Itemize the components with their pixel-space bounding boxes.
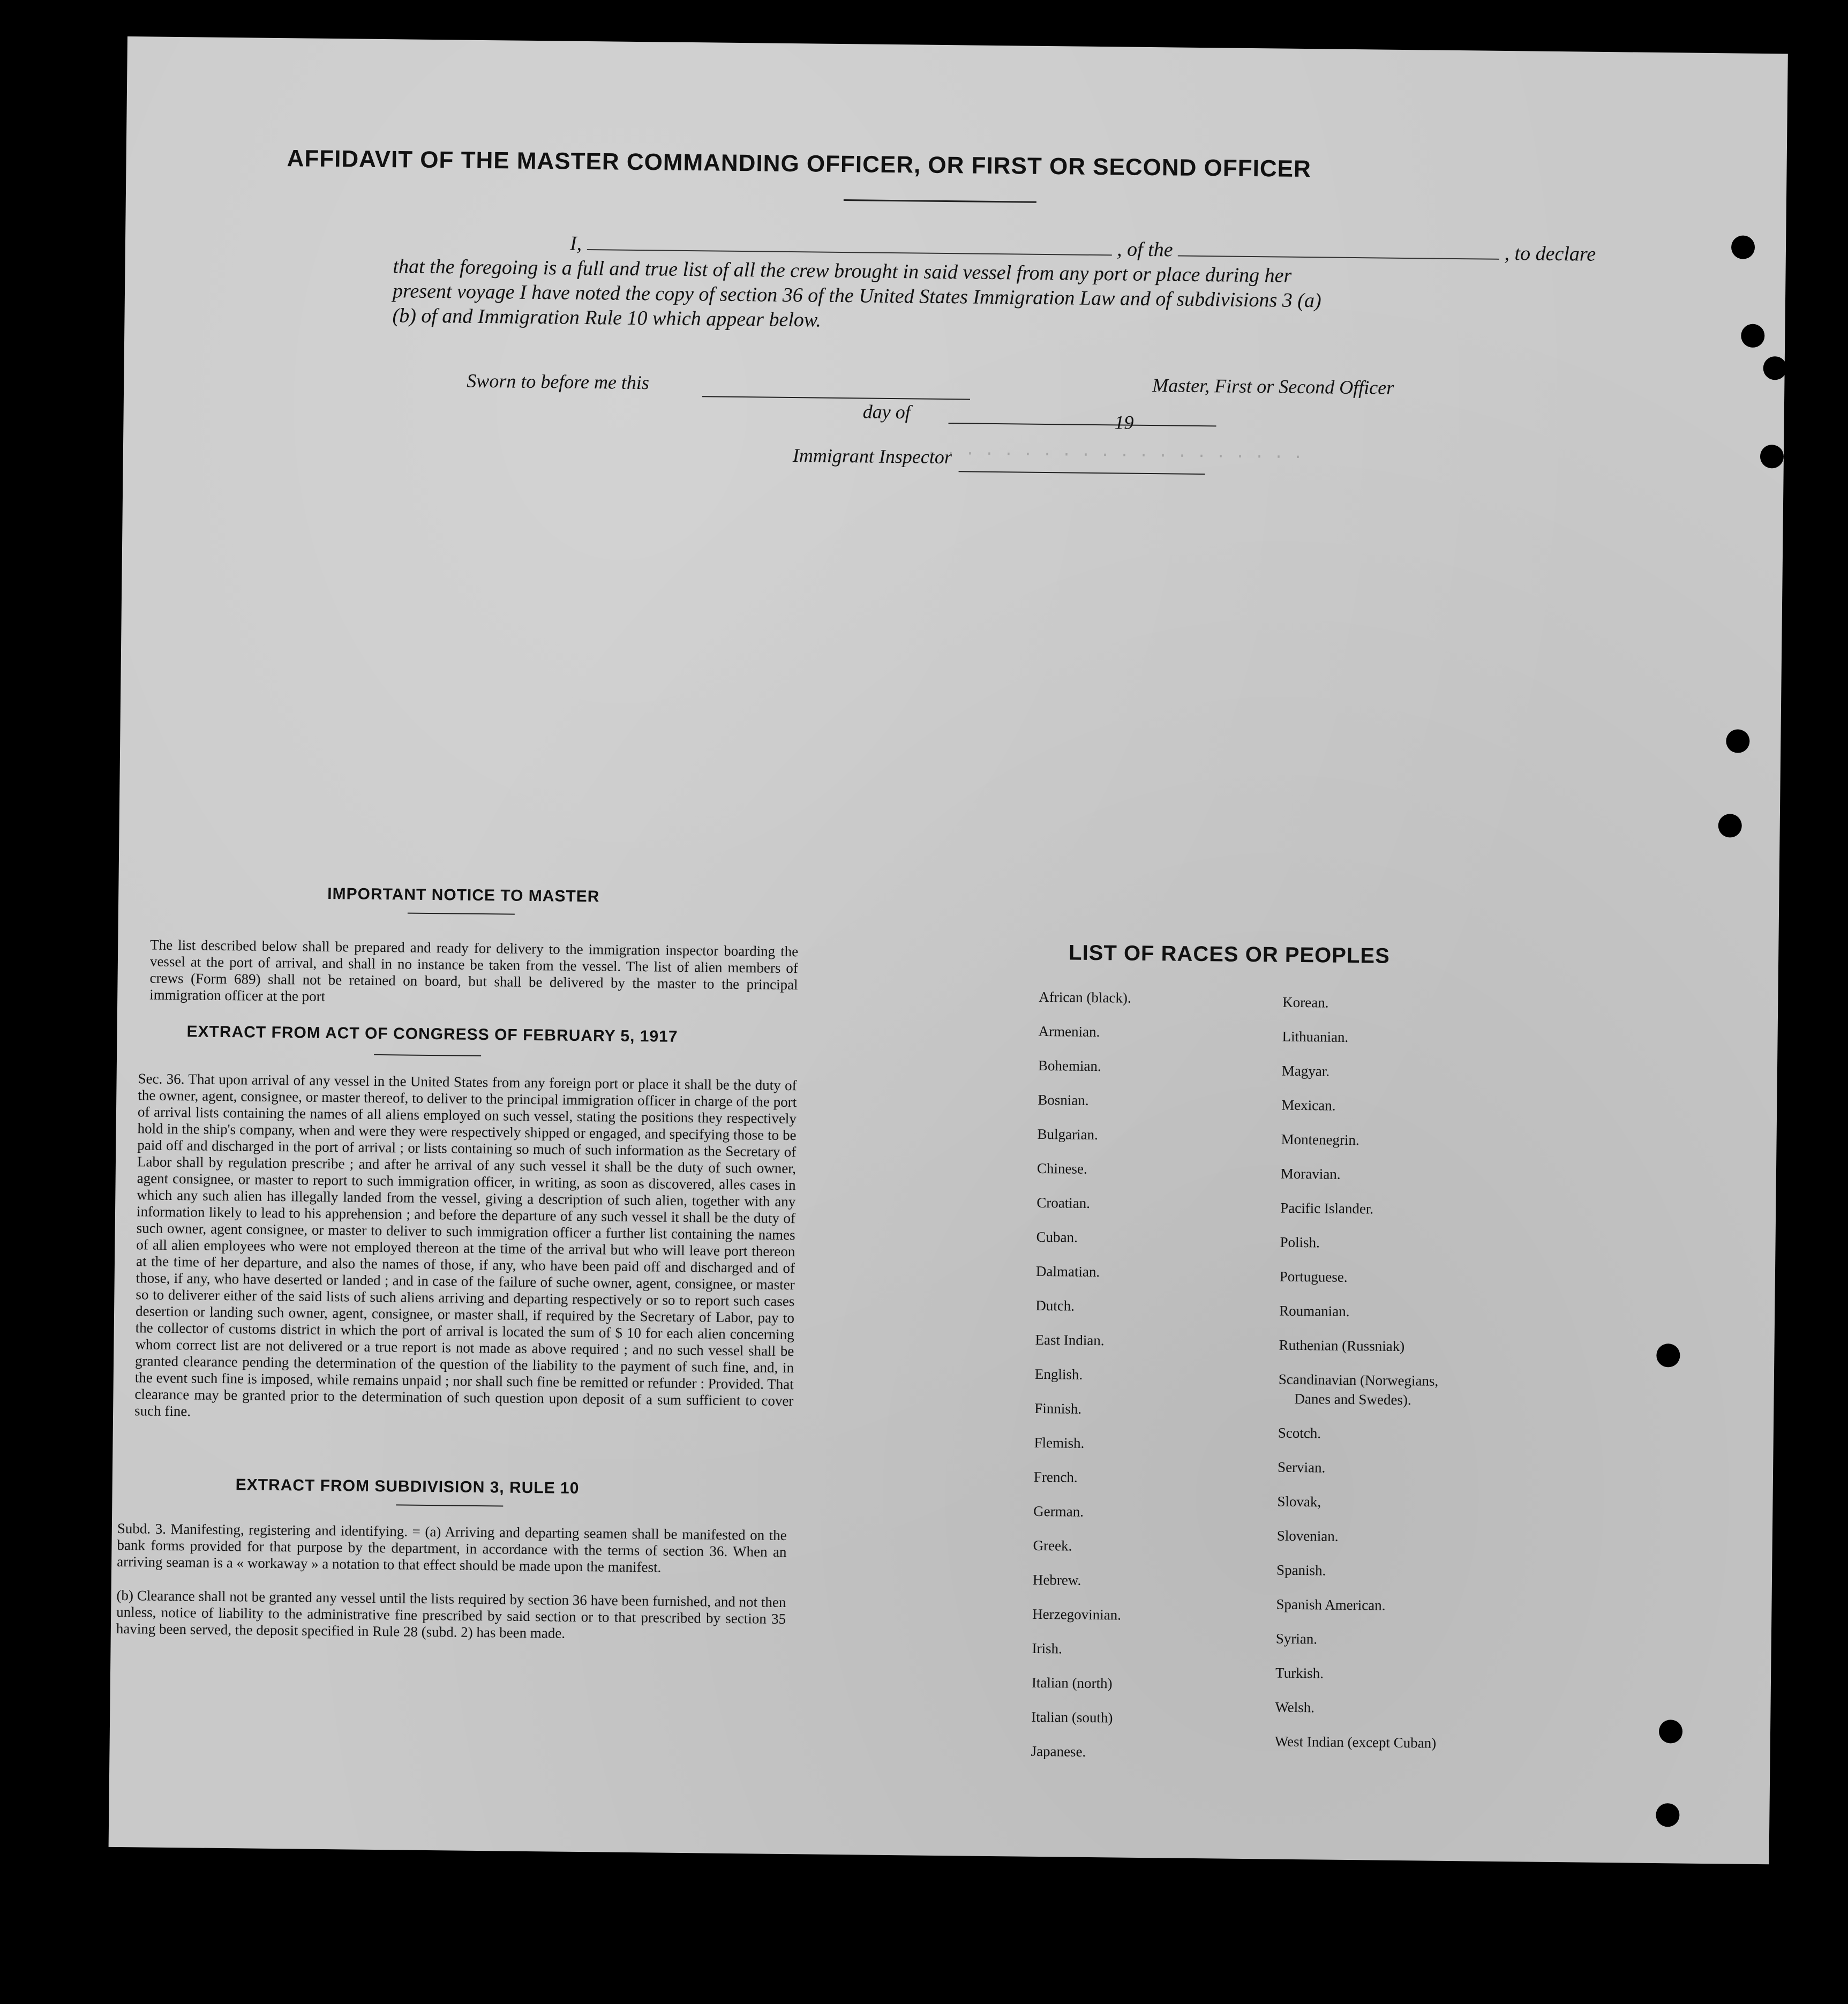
day-blank	[949, 423, 1216, 426]
race-item: Herzegovinian.	[1032, 1605, 1122, 1623]
race-item: Magyar.	[1281, 1062, 1330, 1079]
race-item: Bohemian.	[1038, 1057, 1101, 1075]
race-item: Dutch.	[1035, 1297, 1075, 1314]
master-signature-label: Master, First or Second Officer	[1152, 374, 1394, 399]
race-item: English.	[1034, 1365, 1083, 1383]
race-item: German.	[1033, 1503, 1084, 1520]
inspector-blank	[959, 471, 1205, 475]
race-item: Portuguese.	[1279, 1268, 1348, 1285]
race-item: Slovenian.	[1276, 1527, 1339, 1544]
race-item: Moravian.	[1280, 1165, 1341, 1182]
rule-heading: EXTRACT FROM SUBDIVISION 3, RULE 10	[235, 1476, 580, 1497]
race-item: Japanese.	[1031, 1743, 1086, 1760]
race-item: Scandinavian (Norwegians,	[1278, 1371, 1439, 1389]
race-item: Lithuanian.	[1282, 1028, 1349, 1045]
race-item: Bosnian.	[1038, 1091, 1089, 1108]
notice-heading: IMPORTANT NOTICE TO MASTER	[327, 884, 600, 906]
race-item: Dalmatian.	[1035, 1263, 1100, 1280]
race-item: Servian.	[1277, 1459, 1326, 1476]
race-item: Mexican.	[1281, 1097, 1336, 1114]
punch-hole	[1656, 1343, 1680, 1367]
punch-hole	[1656, 1803, 1679, 1827]
race-item: French.	[1033, 1468, 1078, 1485]
races-title: LIST OF RACES OR PEOPLES	[1068, 941, 1391, 968]
rule-body-a: Subd. 3. Manifesting, registering and identifying. = (a) Arriving and departing seamen shall be manifested on the bank forms provided for that purpose by the department, in accordance with the terms of section 36. When an arriving seaman is a « workaway » a notation to that effect should be made upon the manifest.	[117, 1520, 787, 1575]
punch-hole	[1659, 1720, 1682, 1743]
punch-hole	[1763, 356, 1786, 380]
race-item: Chinese.	[1036, 1160, 1087, 1177]
race-item: Montenegrin.	[1281, 1131, 1359, 1149]
race-item: Croatian.	[1036, 1194, 1091, 1211]
title-underline	[844, 199, 1036, 203]
punch-hole	[1760, 445, 1784, 468]
punch-hole	[1731, 235, 1755, 259]
race-item: Welsh.	[1275, 1699, 1315, 1716]
sworn-label: Sworn to before me this	[467, 370, 650, 394]
race-item: Turkish.	[1275, 1664, 1324, 1682]
punch-hole	[1726, 729, 1749, 753]
race-item: Italian (south)	[1031, 1708, 1113, 1726]
race-item: Polish.	[1280, 1234, 1320, 1251]
punch-hole	[1741, 324, 1764, 348]
race-item: Cuban.	[1036, 1228, 1078, 1245]
race-item: West Indian (except Cuban)	[1274, 1733, 1437, 1751]
race-item: Irish.	[1032, 1640, 1062, 1657]
notice-body: The list described below shall be prepared and ready for delivery to the immigration inspector boarding the vessel at the port of arrival, and shall in no instance be taken from the vessel. The list of alien members of crews (Form 689) shall not be retained on board, but shall be delivered by the master to the principal immigration officer at the port	[149, 936, 799, 1004]
race-item: Roumanian.	[1279, 1302, 1350, 1320]
rule-body-b: (b) Clearance shall not be granted any vessel until the lists required by section 36 have been furnished, and not then unless, notice of liability to the administrative fine prescribed by said section or to that prescribed by section 35 having been served, the deposit specified in Rule 28 (subd. 2) has been made.	[116, 1587, 786, 1641]
day-of-label: day of	[862, 401, 911, 423]
punch-hole	[1718, 814, 1742, 837]
race-item: Flemish.	[1034, 1434, 1085, 1451]
race-item: Bulgarian.	[1037, 1125, 1099, 1143]
affidavit-of-the: , of the	[1116, 238, 1173, 261]
bleed-through-text: . . . . . . . . . . . . . . . . . . . .	[926, 441, 1303, 464]
sworn-blank	[702, 396, 970, 400]
rule-underline	[396, 1504, 503, 1506]
race-item: Spanish American.	[1276, 1596, 1386, 1613]
race-item: Slovak,	[1277, 1493, 1321, 1510]
affidavit-line-3: present voyage I have noted the copy of section 36 of the United States Immigration Law and of subdivisions 3 (a)	[392, 280, 1321, 312]
inspector-label: Immigrant Inspector	[792, 445, 952, 468]
race-item: Greek.	[1033, 1537, 1072, 1554]
act-body: Sec. 36. That upon arrival of any vessel in the United States from any foreign port or place it shall be the duty of the owner, agent, consignee, or master thereof, to deliver to the principal immigration officer in charge of the port of arrival lists containing the names of all aliens employed on such vessel, stating the positions they respectively hold in the ship's company, when and were they were respectively shipped or engaged, and specifying those to be paid off and discharged in the port of arrival ; or lists containing so much of such information as the Secretary of Labor shall by regulation prescribe ; and after he arrival of any such vessel it shall be the duty of such owner, agent consignee, or master to report to such immigration officer, in writing, as soon as discovered, alles cases in which any such alien has illegally landed from the vessel, giving a description of such alien, together with any information likely to lead to his apprehension ; and before the departure of any such vessel it shall be the duty of such owner, agent consignee, or master to deliver to such immigration officer a further list containing the names of all alien employees who were not employed thereon at the time of the arrival but who will leave port thereon at the time of her departure, and also the names of those, if any, who have been paid off and discharged and of those, if any, who have deserted or landed ; and in case of the failure of suche owner, agent, consignee, or master so to deliverer either of the said lists of such aliens arriving and departing respectively or so to report such cases desertion or landing such owner, agent, consignee, or master shall, if required by the Secretary of Labor, pay to the collector of customs district in which the port of arrival is located the sum of $ 10 for each alien concerning whom correct list are not delivered or a true report is not made as above required ; and no such vessel shall be granted clearance pending the determination of the question of the liability to the payment of such fine, and, in the event such fine is imposed, while remains unpaid ; nor shall such fine be remitted or refunder : Provided. That clearance may be granted prior to the determination of such question upon deposit of a sum sufficient to cover such fine.	[134, 1070, 797, 1420]
race-item: Spanish.	[1276, 1562, 1326, 1579]
race-item: Finnish.	[1034, 1400, 1082, 1417]
race-item: Hebrew.	[1032, 1571, 1081, 1588]
affidavit-line-2: that the foregoing is a full and true list of all the crew brought in said vessel from any port or place during her	[393, 255, 1292, 287]
race-item: Korean.	[1282, 994, 1329, 1011]
year-label: 19	[1114, 411, 1134, 433]
act-heading: EXTRACT FROM ACT OF CONGRESS OF FEBRUARY 5, 1917	[186, 1023, 678, 1046]
affidavit-to-declare: , to declare	[1504, 242, 1596, 266]
race-item: Italian (north)	[1031, 1674, 1113, 1692]
document-page	[109, 36, 1788, 1864]
race-item: Pacific Islander.	[1280, 1199, 1374, 1217]
affidavit-i: I,	[569, 232, 582, 255]
act-underline	[374, 1054, 481, 1056]
race-item: Danes and Swedes).	[1294, 1390, 1411, 1408]
race-item: Ruthenian (Russniak)	[1279, 1337, 1405, 1355]
race-item: East Indian.	[1035, 1331, 1105, 1349]
affidavit-line-4: (b) of and Immigration Rule 10 which appear below.	[392, 304, 822, 332]
race-item: Scotch.	[1278, 1424, 1321, 1442]
notice-underline	[408, 913, 515, 915]
race-item: Armenian.	[1038, 1023, 1100, 1040]
race-item: African (black).	[1039, 988, 1131, 1006]
race-item: Syrian.	[1275, 1630, 1318, 1647]
affidavit-title: AFFIDAVIT OF THE MASTER COMMANDING OFFICER, OR FIRST OR SECOND OFFICER	[287, 145, 1312, 183]
vessel-blank[interactable]	[1178, 256, 1499, 260]
name-blank[interactable]	[587, 249, 1112, 256]
